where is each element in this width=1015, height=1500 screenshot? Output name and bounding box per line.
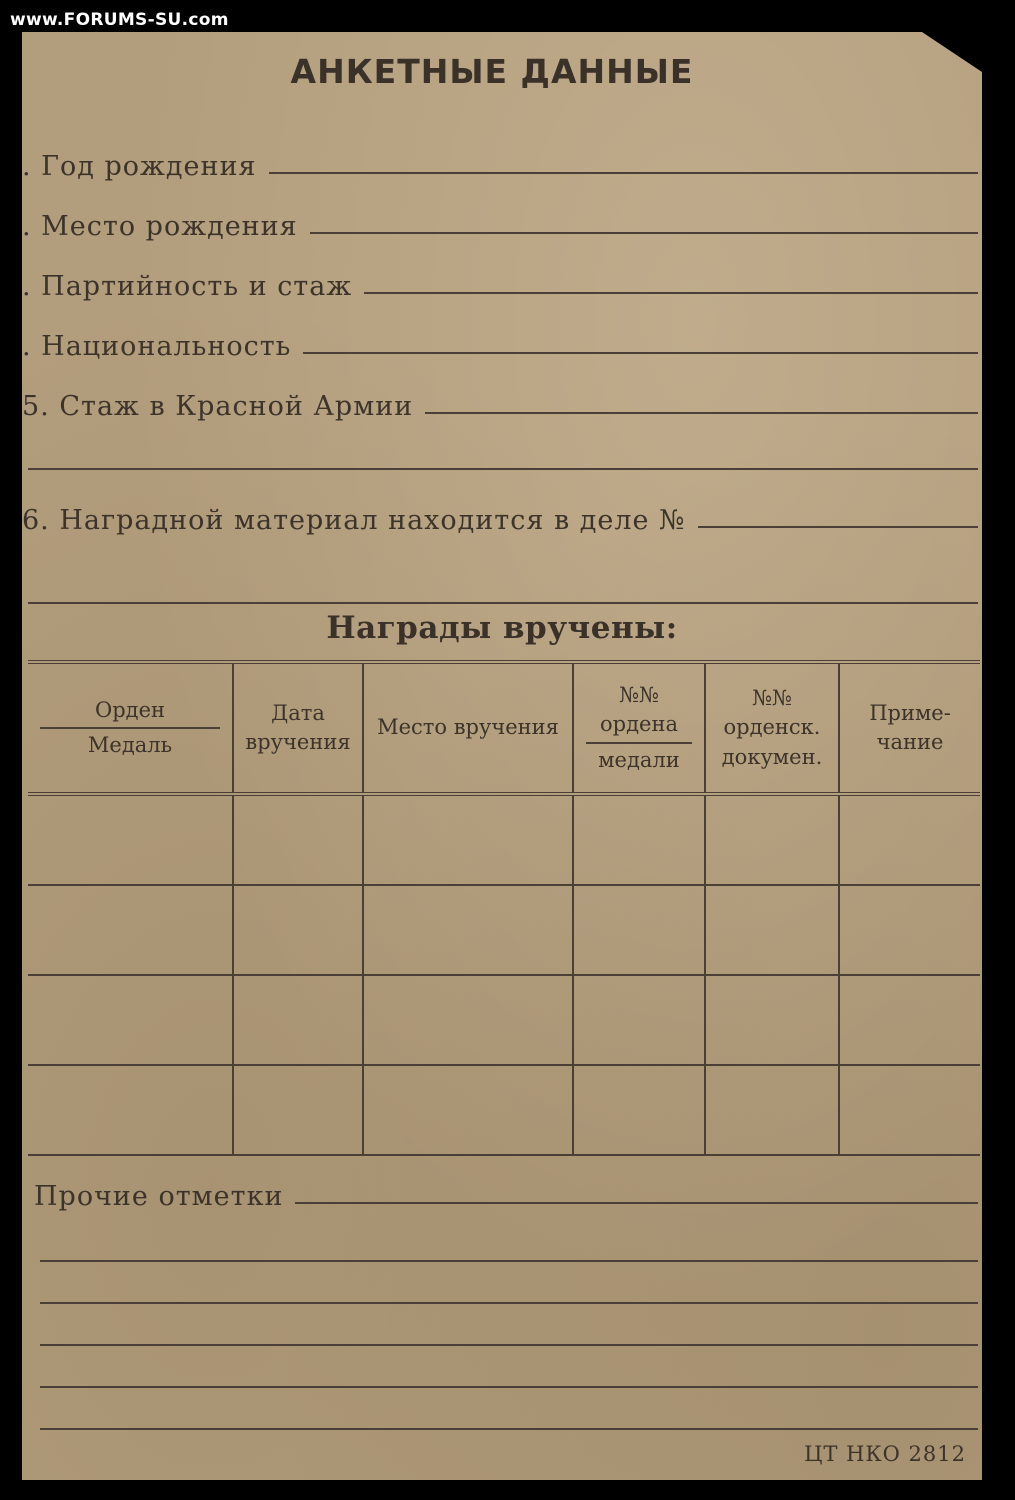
col-notes: Приме-чание xyxy=(839,662,980,794)
birth-place-line xyxy=(310,232,978,234)
party-field xyxy=(22,264,982,308)
birth-year-line xyxy=(269,172,978,174)
award-file-label: 6. Наградной материал находится в деле № xyxy=(22,505,686,536)
col-date-awarded: Дата вручения xyxy=(233,662,363,794)
col-place-awarded: Место вручения xyxy=(363,662,573,794)
table-row xyxy=(28,794,980,885)
other-notes-label: Прочие отметки xyxy=(34,1181,284,1212)
table-row xyxy=(28,1065,980,1155)
awards-section-title: Награды вручены: xyxy=(326,610,678,646)
table-row xyxy=(28,975,980,1065)
awards-table-header xyxy=(28,662,980,794)
nationality-label: . Национальность xyxy=(22,331,292,362)
col-medal-number-label: медали xyxy=(598,747,680,772)
army-service-extra-line xyxy=(28,468,978,470)
army-service-field xyxy=(22,384,982,428)
watermark-text: www.FORUMS-SU.com xyxy=(10,10,229,30)
birth-place-field xyxy=(22,204,982,248)
notes-line-2 xyxy=(40,1260,978,1262)
army-service-line xyxy=(425,412,978,414)
notes-line-4 xyxy=(40,1344,978,1346)
award-file-field xyxy=(22,498,982,542)
other-notes-line xyxy=(295,1202,978,1204)
col-order-documents: №№ орденск. докумен. xyxy=(705,662,839,794)
notes-line-5 xyxy=(40,1386,978,1388)
form-title: АНКЕТНЫЕ ДАННЫЕ xyxy=(290,52,694,91)
notes-line-3 xyxy=(40,1302,978,1304)
award-file-line xyxy=(698,526,978,528)
awards-table xyxy=(28,660,980,1156)
col-order-medal xyxy=(28,662,233,794)
party-label: . Партийность и стаж xyxy=(22,271,353,302)
col-medal-label: Медаль xyxy=(87,733,173,757)
party-line xyxy=(364,292,978,294)
questionnaire-sheet xyxy=(22,32,982,1480)
army-service-label: 5. Стаж в Красной Армии xyxy=(22,391,414,422)
col-order-number-label: №№ ордена xyxy=(586,681,692,744)
nationality-line xyxy=(303,352,978,354)
nationality-field xyxy=(22,324,982,368)
birth-year-label: . Год рождения xyxy=(22,151,257,182)
birth-year-field xyxy=(22,144,982,188)
table-row xyxy=(28,885,980,975)
notes-line-6 xyxy=(40,1428,978,1430)
form-code: ЦТ НКО 2812 xyxy=(804,1442,966,1466)
col-order-label: Орден xyxy=(40,696,220,729)
col-order-medal-numbers xyxy=(573,662,705,794)
birth-place-label: . Место рождения xyxy=(22,211,298,242)
award-file-extra-line xyxy=(28,602,978,604)
other-notes-field xyxy=(34,1174,982,1218)
